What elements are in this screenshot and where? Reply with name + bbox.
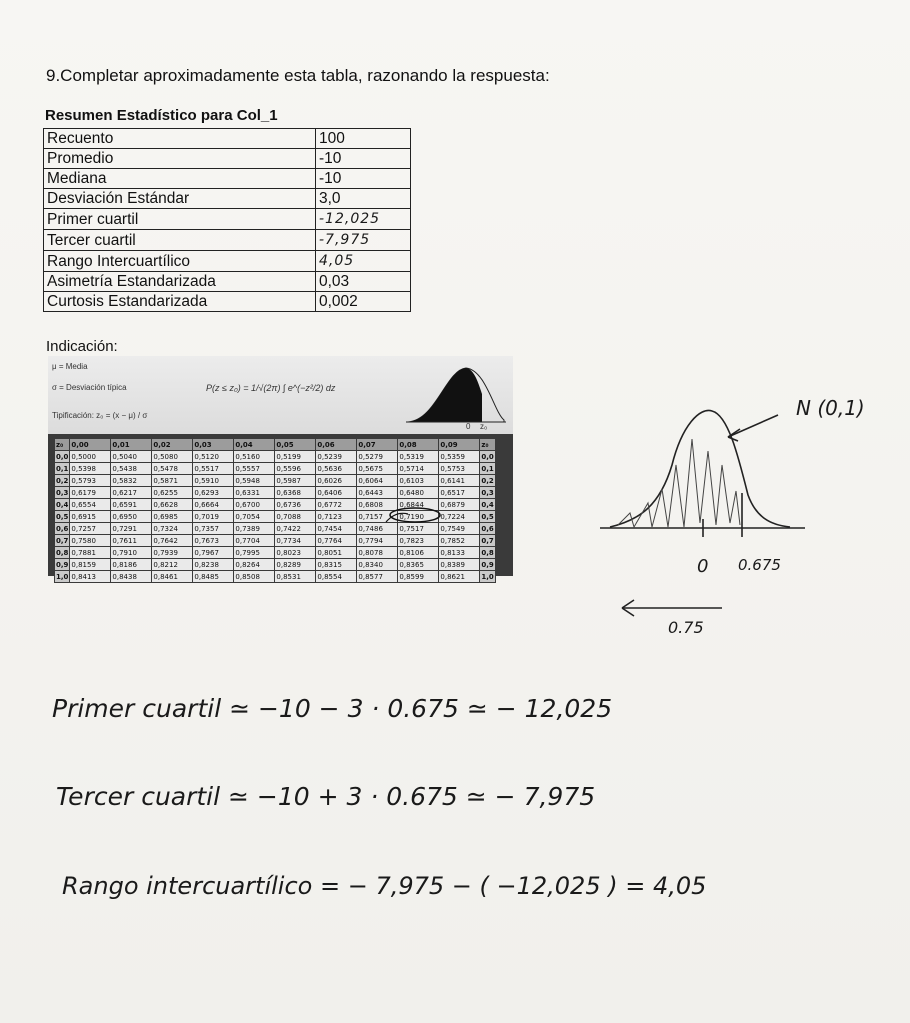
ztable-cell: 0,7157 bbox=[357, 511, 398, 523]
distribution-label: N (0,1) bbox=[796, 396, 865, 420]
ztable-cell: 0,04 bbox=[234, 439, 275, 451]
legend-tipificacion: Tipificación: z₀ = (x − μ) / σ bbox=[52, 411, 148, 420]
ztable-cell: 0,8577 bbox=[357, 571, 398, 583]
summary-row bbox=[44, 272, 411, 292]
ztable-cell: 0,1 bbox=[481, 464, 494, 473]
handwritten-value: -7,975 bbox=[319, 232, 371, 248]
ztable-cell: 0,7019 bbox=[193, 511, 234, 523]
ztable-cell: 0,7389 bbox=[234, 523, 275, 535]
ztable-cell: 0,05 bbox=[275, 439, 316, 451]
ztable-cell: 0,6700 bbox=[234, 499, 275, 511]
ztable-cell: 0,09 bbox=[439, 439, 480, 451]
mini-axis-z0: z₀ bbox=[480, 422, 488, 431]
summary-row-label: Curtosis Estandarizada bbox=[44, 292, 316, 312]
summary-table bbox=[43, 128, 411, 312]
ztable-cell: 0,7549 bbox=[439, 523, 480, 535]
ztable-cell: 0,6064 bbox=[357, 475, 398, 487]
ztable-cell: 0,7673 bbox=[193, 535, 234, 547]
work-line-primer-cuartil: Primer cuartil ≃ −10 − 3 · 0.675 ≃ − 12,025 bbox=[52, 694, 613, 723]
cdf-formula: P(z ≤ z₀) = 1/√(2π) ∫ e^(−z²/2) dz bbox=[206, 383, 336, 393]
ztable-cell: 0,8554 bbox=[316, 571, 357, 583]
ztable-cell: 0,8078 bbox=[357, 547, 398, 559]
ztable-cell: 0,7224 bbox=[439, 511, 480, 523]
ztable-cell: 1,0 bbox=[56, 572, 69, 581]
ztable-cell: 0,5239 bbox=[316, 451, 357, 463]
ztable-cell: 0,6179 bbox=[70, 487, 111, 499]
ztable-cell: 0,7881 bbox=[70, 547, 111, 559]
ztable-cell: 0,2 bbox=[481, 476, 494, 485]
summary-row-label: Recuento bbox=[44, 129, 316, 149]
ztable-cell: 0,6255 bbox=[152, 487, 193, 499]
work-line-rango: Rango intercuartílico = − 7,975 − ( −12,025 ) = 4,05 bbox=[62, 872, 707, 900]
ztable-cell: 0,6517 bbox=[439, 487, 480, 499]
ztable-cell: 0,7517 bbox=[398, 523, 439, 535]
ztable-cell: 0,5517 bbox=[193, 463, 234, 475]
sketch-tick-zero: 0 bbox=[697, 556, 709, 577]
work-line-tercer-cuartil: Tercer cuartil ≃ −10 + 3 · 0.675 ≃ − 7,975 bbox=[56, 782, 596, 811]
ztable-cell: 0,6736 bbox=[275, 499, 316, 511]
ztable-cell: 0,5675 bbox=[357, 463, 398, 475]
ztable-cell: 0,6406 bbox=[316, 487, 357, 499]
ztable-cell: 0,5199 bbox=[275, 451, 316, 463]
ztable-cell: 0,5753 bbox=[439, 463, 480, 475]
ztable-cell: 0,7852 bbox=[439, 535, 480, 547]
ztable-cell: 0,0 bbox=[481, 452, 494, 461]
summary-row bbox=[44, 292, 411, 312]
summary-row-label: Asimetría Estandarizada bbox=[44, 272, 316, 292]
ztable-cell: 0,5319 bbox=[398, 451, 439, 463]
ztable-cell: 0,02 bbox=[152, 439, 193, 451]
ztable-cell: 0,5 bbox=[481, 512, 494, 521]
ztable-cell: 0,8365 bbox=[398, 559, 439, 571]
ztable-cell: 0,7 bbox=[56, 536, 69, 545]
ztable-cell: 0,8186 bbox=[111, 559, 152, 571]
ztable-cell: 0,5359 bbox=[439, 451, 480, 463]
ztable-cell: 0,6591 bbox=[111, 499, 152, 511]
summary-row-label: Mediana bbox=[44, 169, 316, 189]
ztable-cell: 0,8023 bbox=[275, 547, 316, 559]
ztable-cell: 0,8438 bbox=[111, 571, 152, 583]
ztable-cell: 0,6141 bbox=[439, 475, 480, 487]
ztable-cell: 0,5478 bbox=[152, 463, 193, 475]
sketch-arrow-label: 0.75 bbox=[668, 618, 704, 637]
handwritten-value: -12,025 bbox=[319, 211, 381, 227]
ztable-cell: 0,7 bbox=[481, 536, 494, 545]
summary-row-label: Primer cuartil bbox=[44, 209, 316, 230]
ztable-cell: 0,7704 bbox=[234, 535, 275, 547]
ztable-cell: 0,8212 bbox=[152, 559, 193, 571]
ztable-cell: 0,6950 bbox=[111, 511, 152, 523]
ztable-cell: 0,6 bbox=[481, 524, 494, 533]
ztable-cell: 0,06 bbox=[316, 439, 357, 451]
ztable-cell: 0,00 bbox=[70, 439, 111, 451]
summary-row bbox=[44, 149, 411, 169]
ztable-cell: 0,6103 bbox=[398, 475, 439, 487]
mini-axis-zero: 0 bbox=[466, 422, 471, 431]
ztable-cell: 0,6293 bbox=[193, 487, 234, 499]
ztable-cell: 0,6985 bbox=[152, 511, 193, 523]
ztable-cell: 0,8264 bbox=[234, 559, 275, 571]
ztable-cell: 0,7486 bbox=[357, 523, 398, 535]
ztable-cell: 0,5398 bbox=[70, 463, 111, 475]
ztable-cell: 0,7054 bbox=[234, 511, 275, 523]
ztable-cell: 0,7324 bbox=[152, 523, 193, 535]
ztable-cell: z₀ bbox=[55, 439, 70, 451]
summary-row-value bbox=[316, 230, 411, 251]
ztable-cell: 0,7123 bbox=[316, 511, 357, 523]
ztable-cell: 0,5160 bbox=[234, 451, 275, 463]
ztable-cell: 0,8051 bbox=[316, 547, 357, 559]
ztable-cell: 0,8508 bbox=[234, 571, 275, 583]
question-title: 9.Completar aproximadamente esta tabla, razonando la respuesta: bbox=[46, 66, 550, 85]
normal-curve-sketch bbox=[600, 385, 900, 645]
ztable-cell: 0,5596 bbox=[275, 463, 316, 475]
summary-row-value bbox=[316, 251, 411, 272]
ztable-cell: 0,7190 bbox=[398, 511, 439, 523]
ztable-cell: 0,7734 bbox=[275, 535, 316, 547]
ztable-cell: 0,03 bbox=[193, 439, 234, 451]
ztable-cell: 0,8389 bbox=[439, 559, 480, 571]
ztable-cell: 0,5948 bbox=[234, 475, 275, 487]
normal-table-grid bbox=[48, 434, 513, 581]
ztable-cell: 0,5793 bbox=[70, 475, 111, 487]
ztable-cell: 0,3 bbox=[481, 488, 494, 497]
summary-row-value: 3,0 bbox=[316, 189, 411, 209]
ztable-cell: 0,8289 bbox=[275, 559, 316, 571]
ztable-cell: 0,1 bbox=[56, 464, 69, 473]
ztable-cell: 0,9 bbox=[481, 560, 494, 569]
ztable-cell: 0,6628 bbox=[152, 499, 193, 511]
ztable-cell: 0,7764 bbox=[316, 535, 357, 547]
ztable-cell: 0,8 bbox=[481, 548, 494, 557]
ztable-cell: 0,5000 bbox=[70, 451, 111, 463]
summary-table-title: Resumen Estadístico para Col_1 bbox=[45, 107, 278, 124]
ztable-cell: 0,7291 bbox=[111, 523, 152, 535]
ztable-cell: 0,6554 bbox=[70, 499, 111, 511]
ztable-cell: 0,7794 bbox=[357, 535, 398, 547]
ztable-cell: 0,7257 bbox=[70, 523, 111, 535]
summary-row bbox=[44, 251, 411, 272]
summary-row bbox=[44, 189, 411, 209]
ztable-cell: 0,7995 bbox=[234, 547, 275, 559]
summary-row bbox=[44, 169, 411, 189]
summary-row bbox=[44, 209, 411, 230]
ztable-cell: 0,5987 bbox=[275, 475, 316, 487]
summary-row-value: 100 bbox=[316, 129, 411, 149]
ztable-cell: 0,5557 bbox=[234, 463, 275, 475]
summary-row-value: -10 bbox=[316, 169, 411, 189]
bleed-through bbox=[560, 56, 563, 72]
ztable-cell: 0,0 bbox=[56, 452, 69, 461]
ztable-cell: 0,5120 bbox=[193, 451, 234, 463]
ztable-cell: 0,7910 bbox=[111, 547, 152, 559]
ztable-cell: 0,5080 bbox=[152, 451, 193, 463]
indicacion-label: Indicación: bbox=[46, 338, 118, 355]
ztable-cell: 0,8599 bbox=[398, 571, 439, 583]
summary-row-label: Tercer cuartil bbox=[44, 230, 316, 251]
normal-table-header bbox=[48, 356, 513, 434]
ztable-cell: 0,01 bbox=[111, 439, 152, 451]
ztable-cell: 0,6 bbox=[56, 524, 69, 533]
ztable-cell: 0,8 bbox=[56, 548, 69, 557]
ztable-cell: 0,8133 bbox=[439, 547, 480, 559]
ztable-cell: 0,8106 bbox=[398, 547, 439, 559]
ztable-cell: 0,7823 bbox=[398, 535, 439, 547]
summary-row-label: Promedio bbox=[44, 149, 316, 169]
ztable-cell: 0,7611 bbox=[111, 535, 152, 547]
ztable-cell: 0,6443 bbox=[357, 487, 398, 499]
ztable-cell: 0,6772 bbox=[316, 499, 357, 511]
ztable-cell: 0,7088 bbox=[275, 511, 316, 523]
ztable-cell: 0,8159 bbox=[70, 559, 111, 571]
ztable-cell: 0,6026 bbox=[316, 475, 357, 487]
summary-row-label: Desviación Estándar bbox=[44, 189, 316, 209]
ztable-cell: 0,5910 bbox=[193, 475, 234, 487]
ztable-cell: 0,7939 bbox=[152, 547, 193, 559]
summary-row-label: Rango Intercuartílico bbox=[44, 251, 316, 272]
summary-row-value: 0,002 bbox=[316, 292, 411, 312]
ztable-cell: 0,7422 bbox=[275, 523, 316, 535]
summary-row-value: 0,03 bbox=[316, 272, 411, 292]
ztable-cell: 0,6664 bbox=[193, 499, 234, 511]
mini-normal-curve bbox=[406, 362, 506, 428]
ztable-cell: 0,7642 bbox=[152, 535, 193, 547]
ztable-cell: 0,5279 bbox=[357, 451, 398, 463]
legend-sigma: σ = Desviación típica bbox=[52, 383, 127, 392]
ztable-cell: 0,6915 bbox=[70, 511, 111, 523]
ztable-cell: 0,6368 bbox=[275, 487, 316, 499]
ztable-cell: 0,07 bbox=[357, 439, 398, 451]
ztable-cell: 0,5714 bbox=[398, 463, 439, 475]
ztable-cell: 0,8315 bbox=[316, 559, 357, 571]
ztable-cell: 0,9 bbox=[56, 560, 69, 569]
ztable-cell: 0,5438 bbox=[111, 463, 152, 475]
circled-value-mark bbox=[48, 434, 513, 576]
ztable-cell: 0,8531 bbox=[275, 571, 316, 583]
ztable-cell: 0,4 bbox=[481, 500, 494, 509]
ztable-cell: 0,2 bbox=[56, 476, 69, 485]
ztable-cell: 0,5871 bbox=[152, 475, 193, 487]
ztable-cell: 0,7580 bbox=[70, 535, 111, 547]
ztable-cell: 0,6480 bbox=[398, 487, 439, 499]
ztable-cell: 0,6217 bbox=[111, 487, 152, 499]
ztable-cell: 0,8485 bbox=[193, 571, 234, 583]
ztable-cell: 0,6879 bbox=[439, 499, 480, 511]
summary-row-value bbox=[316, 209, 411, 230]
ztable-cell: 0,7357 bbox=[193, 523, 234, 535]
ztable-cell: 1,0 bbox=[481, 572, 494, 581]
ztable-cell: 0,6844 bbox=[398, 499, 439, 511]
handwritten-value: 4,05 bbox=[319, 253, 355, 269]
normal-table-image bbox=[48, 356, 513, 581]
summary-row bbox=[44, 230, 411, 251]
ztable-cell: 0,4 bbox=[56, 500, 69, 509]
legend-mu: μ = Media bbox=[52, 362, 88, 371]
ztable-cell: 0,8621 bbox=[439, 571, 480, 583]
sketch-tick-z: 0.675 bbox=[738, 556, 781, 574]
ztable-cell: 0,8461 bbox=[152, 571, 193, 583]
ztable-cell: 0,8413 bbox=[70, 571, 111, 583]
ztable-cell: 0,5 bbox=[56, 512, 69, 521]
ztable-cell: 0,8238 bbox=[193, 559, 234, 571]
ztable-cell: 0,6331 bbox=[234, 487, 275, 499]
ztable-cell: 0,5040 bbox=[111, 451, 152, 463]
ztable-cell: 0,3 bbox=[56, 488, 69, 497]
ztable-cell: 0,5832 bbox=[111, 475, 152, 487]
summary-row-value: -10 bbox=[316, 149, 411, 169]
ztable-cell: 0,5636 bbox=[316, 463, 357, 475]
ztable-cell: 0,7967 bbox=[193, 547, 234, 559]
summary-row bbox=[44, 129, 411, 149]
ztable-cell: 0,7454 bbox=[316, 523, 357, 535]
ztable-cell: 0,6808 bbox=[357, 499, 398, 511]
ztable-cell: 0,08 bbox=[398, 439, 439, 451]
ztable-cell: 0,8340 bbox=[357, 559, 398, 571]
ztable-cell: z₀ bbox=[480, 439, 495, 451]
